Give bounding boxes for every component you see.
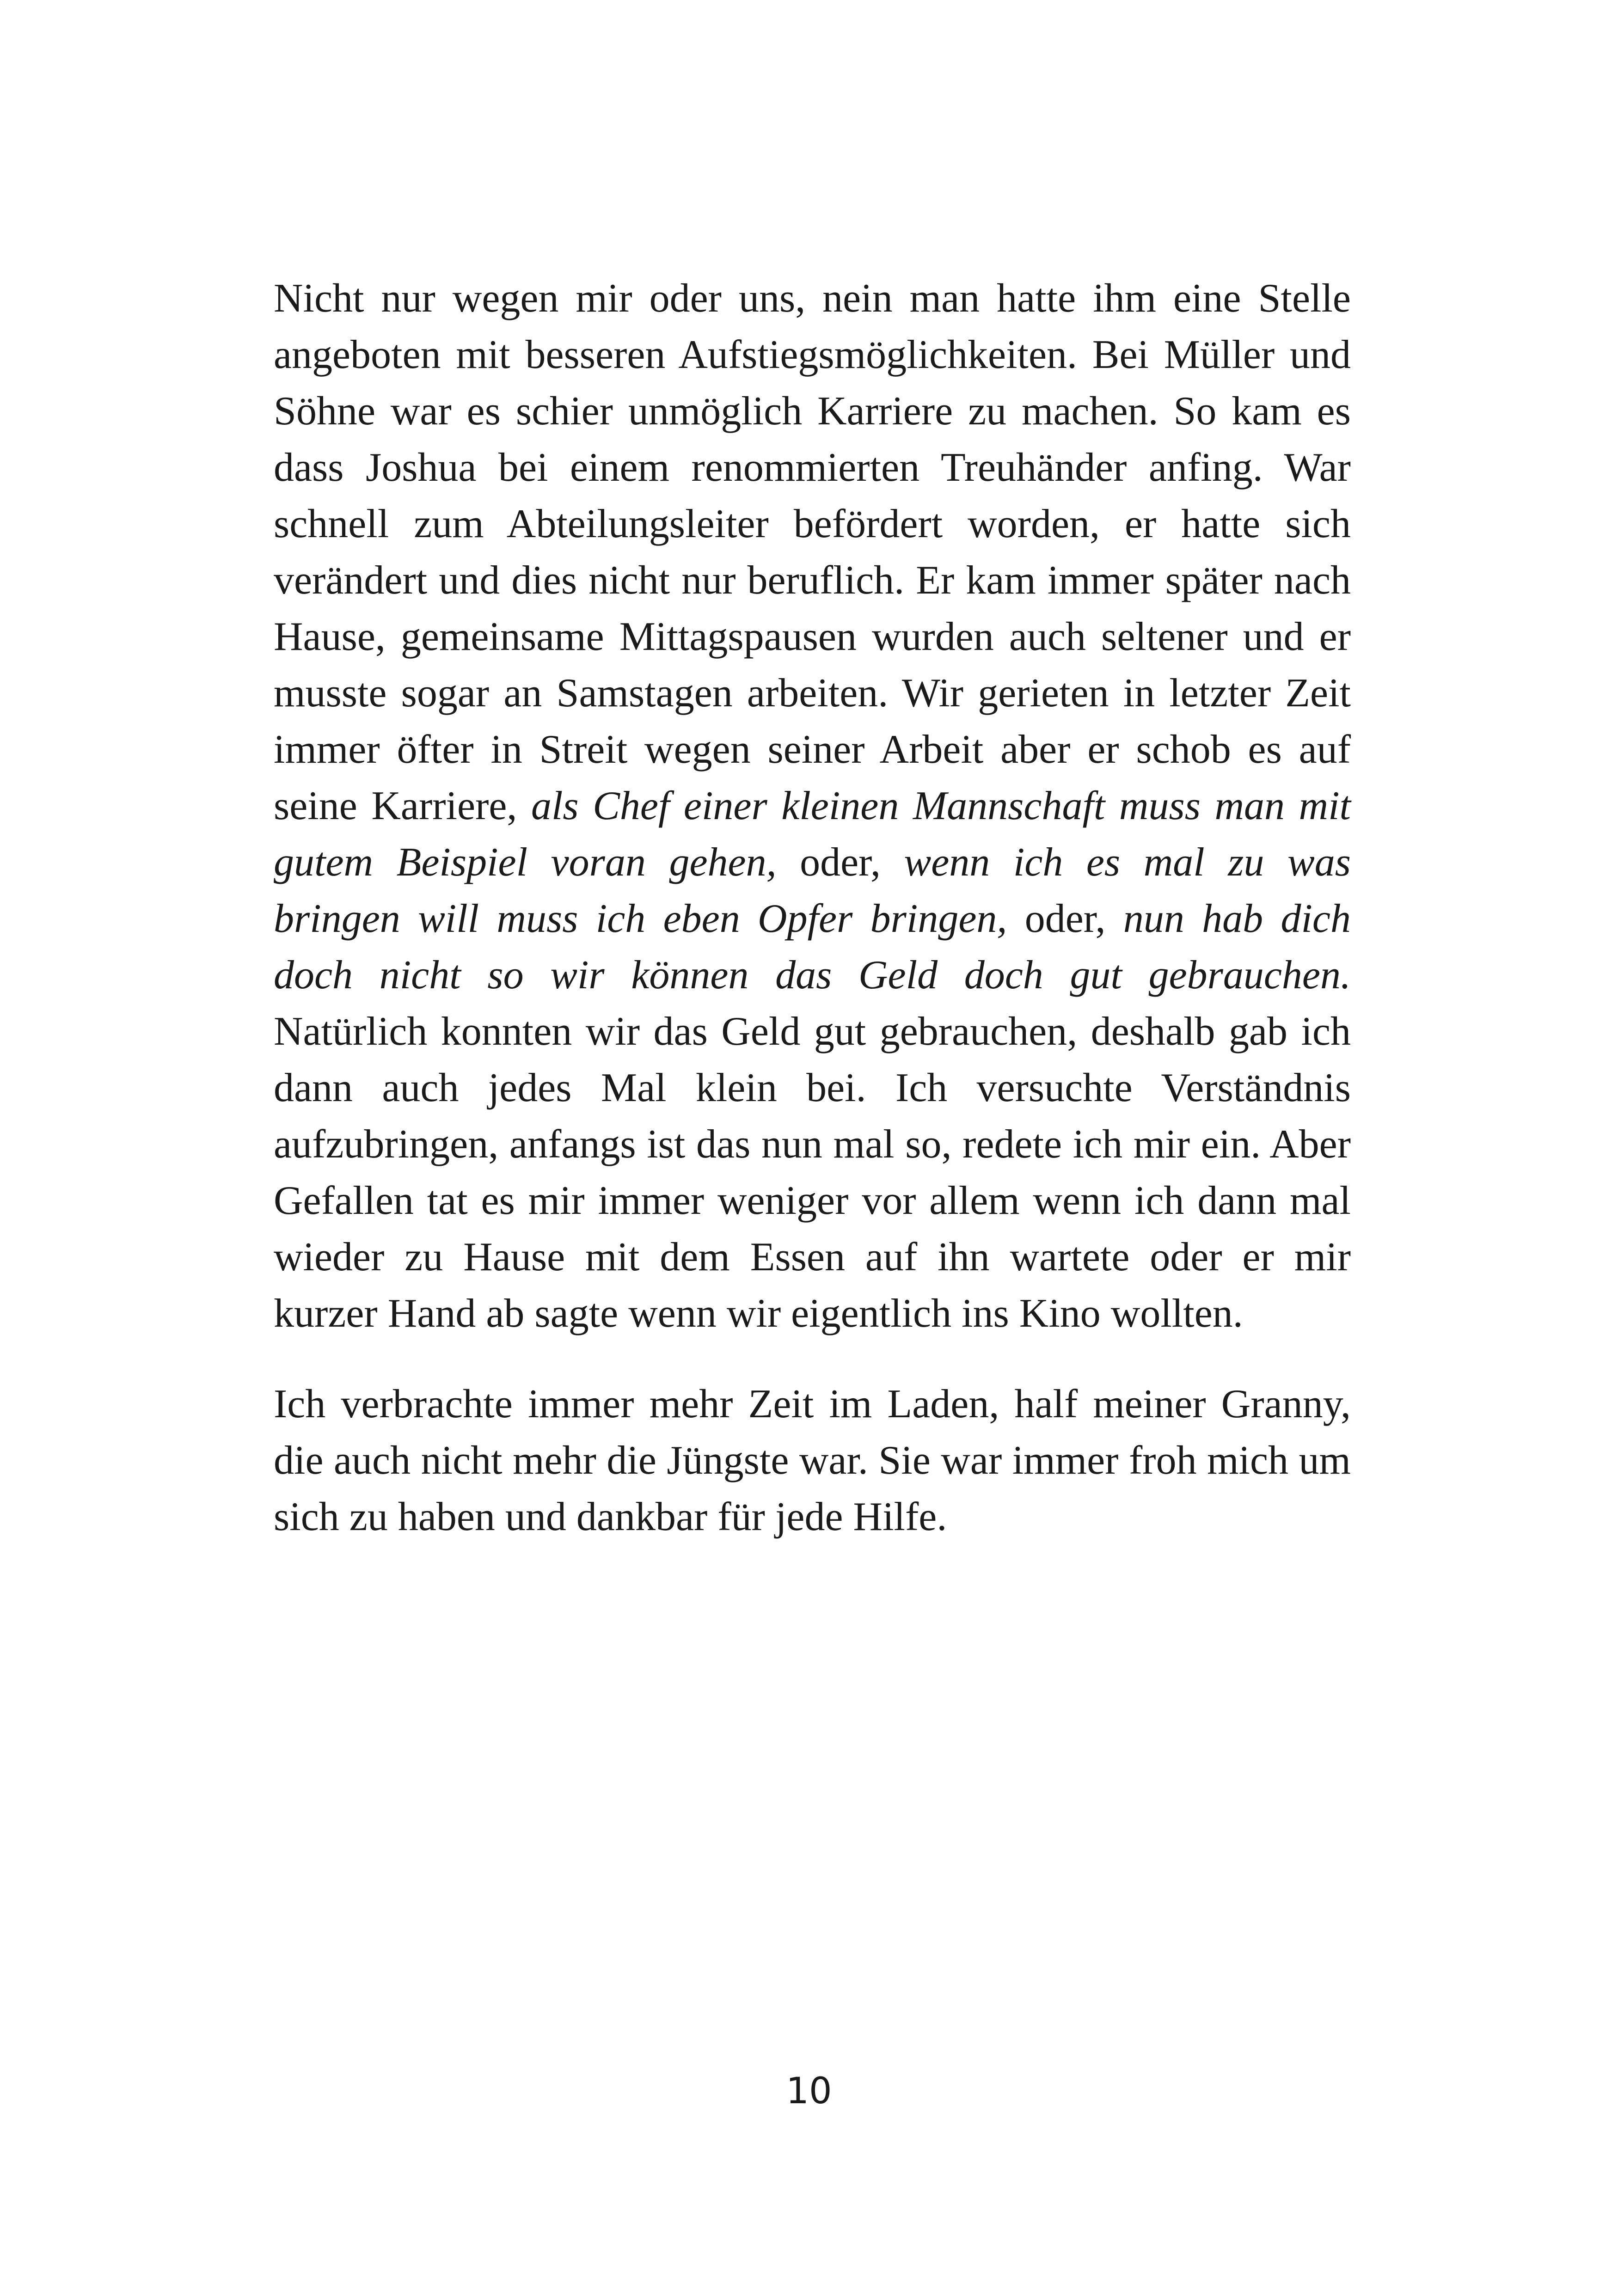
text-segment: Ich verbrachte immer mehr Zeit im Laden, half meiner Granny, die auch nicht mehr die Jüngste war. Sie war immer froh mich um sich zu haben und dankbar für jede Hilfe. (274, 1382, 1351, 1539)
paragraph (274, 270, 1351, 1342)
text-segment: oder, (1007, 896, 1123, 941)
text-segment: Nicht nur wegen mir oder uns, nein man hatte ihm eine Stelle angeboten mit besseren Aufstiegsmöglichkeiten. Bei Müller und Söhne war es schier unmöglich Karriere zu machen. So kam es dass Joshua bei einem renommierten Treuhänder anfing. War schnell zum Abteilungsleiter befördert worden, er hatte sich verändert und dies nicht nur beruflich. Er kam immer später nach Hause, gemeinsame Mittagspausen wurden auch seltener und er musste sogar an Samstagen arbeiten. Wir gerieten in letzter Zeit immer öfter in Streit wegen seiner Arbeit aber er schob es auf seine Karriere, (274, 276, 1351, 828)
text-segment: oder, (776, 840, 904, 885)
body-text (274, 270, 1351, 1545)
italic-quote: wenn ich es mal zu was bringen will muss ich eben Opfer bringen, (274, 840, 1351, 941)
paragraph (274, 1376, 1351, 1545)
page-number: 10 (786, 2070, 832, 2112)
italic-quote: nun hab dich doch nicht so wir können das Geld doch gut gebrauchen. (274, 896, 1351, 998)
text-segment: Natürlich konnten wir das Geld gut gebrauchen, deshalb gab ich dann auch jedes Mal klein bei. Ich versuchte Verständnis aufzubringen, anfangs ist das nun mal so, redete ich mir ein. Aber Gefallen tat es mir immer weniger vor allem wenn ich dann mal wieder zu Hause mit dem Essen auf ihn wartete oder er mir kurzer Hand ab sagte wenn wir eigentlich ins Kino wollten. (274, 1009, 1351, 1336)
italic-quote: als Chef einer kleinen Mannschaft muss man mit gutem Beispiel voran gehen, (274, 784, 1351, 885)
